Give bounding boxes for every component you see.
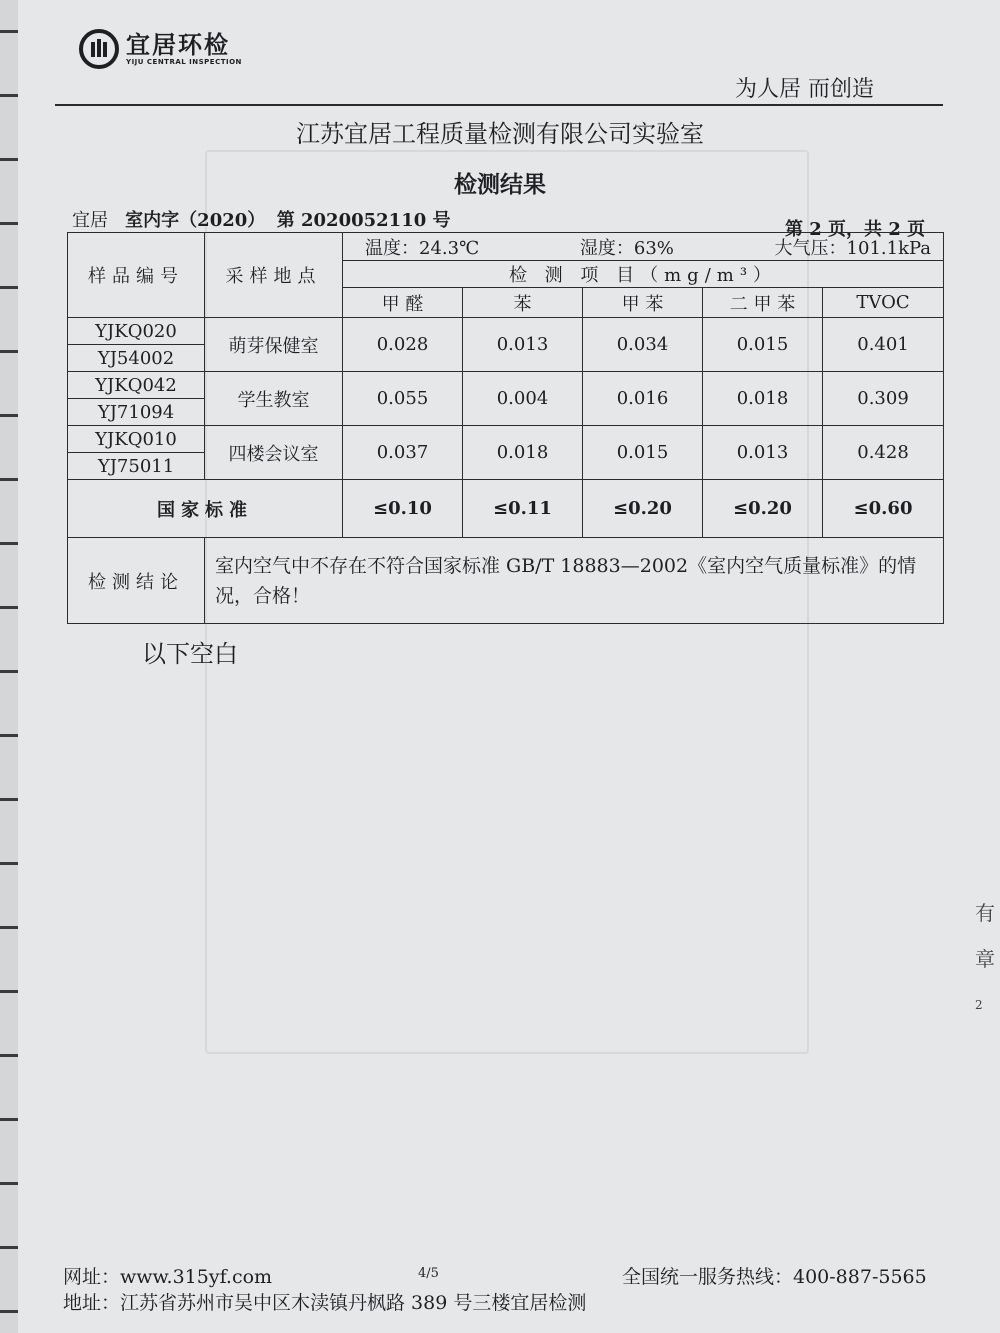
header-location: 采样地点 — [205, 233, 343, 318]
value-xylene: 0.013 — [703, 426, 823, 480]
sample-id: YJKQ020 — [68, 318, 205, 345]
value-tvoc: 0.309 — [823, 372, 944, 426]
item-benzene: 苯 — [463, 288, 583, 318]
results-table — [67, 232, 944, 624]
logo-english-name: YIJU CENTRAL INSPECTION — [126, 58, 242, 66]
footer-address: 地址：江苏省苏州市吴中区木渎镇丹枫路 389 号三楼宜居检测 — [63, 1292, 587, 1314]
value-toluene: 0.016 — [583, 372, 703, 426]
standard-row — [68, 480, 944, 538]
standard-xylene: ≤0.20 — [703, 480, 823, 538]
conclusion-text: 室内空气中不存在不符合国家标准 GB/T 18883—2002《室内空气质量标准》的情况，合格！ — [205, 538, 944, 624]
value-xylene: 0.015 — [703, 318, 823, 372]
value-benzene: 0.004 — [463, 372, 583, 426]
value-benzene: 0.018 — [463, 426, 583, 480]
table-row — [68, 426, 944, 453]
footer-page-number: 4/5 — [418, 1266, 439, 1281]
value-formaldehyde: 0.055 — [343, 372, 463, 426]
sample-id: YJKQ010 — [68, 426, 205, 453]
item-xylene: 二 甲 苯 — [703, 288, 823, 318]
document-title: 检测结果 — [454, 172, 546, 198]
seal-char: 有 — [975, 901, 995, 925]
sample-location: 学生教室 — [205, 372, 343, 426]
slogan: 为人居 而创造 — [735, 77, 874, 102]
pressure: 大气压：101.1kPa — [774, 237, 932, 259]
conclusion-label: 检测结论 — [68, 538, 205, 624]
sample-location: 萌芽保健室 — [205, 318, 343, 372]
value-tvoc: 0.401 — [823, 318, 944, 372]
footer-hotline: 全国统一服务热线：400-887-5565 — [622, 1266, 927, 1288]
value-toluene: 0.015 — [583, 426, 703, 480]
lab-name: 江苏宜居工程质量检测有限公司实验室 — [296, 120, 704, 148]
value-tvoc: 0.428 — [823, 426, 944, 480]
standard-label: 国家标准 — [68, 480, 343, 538]
item-formaldehyde: 甲 醛 — [343, 288, 463, 318]
ref-code: 室内字（2020） — [125, 210, 266, 231]
standard-formaldehyde: ≤0.10 — [343, 480, 463, 538]
reference-number — [72, 206, 451, 232]
logo-icon — [78, 28, 120, 70]
value-benzene: 0.013 — [463, 318, 583, 372]
temperature: 温度：24.3℃ — [365, 237, 480, 259]
sample-id: YJ75011 — [68, 453, 205, 480]
seal-char: 2 — [975, 998, 983, 1012]
margin-seal-fragment — [975, 890, 995, 1028]
value-toluene: 0.034 — [583, 318, 703, 372]
header-divider — [55, 104, 943, 106]
table-row — [68, 372, 944, 399]
item-toluene: 甲 苯 — [583, 288, 703, 318]
value-formaldehyde: 0.028 — [343, 318, 463, 372]
blank-below-note: 以下空白 — [142, 640, 238, 668]
sample-id: YJ54002 — [68, 345, 205, 372]
binding-holes — [0, 0, 18, 1333]
standard-benzene: ≤0.11 — [463, 480, 583, 538]
value-xylene: 0.018 — [703, 372, 823, 426]
table-row — [68, 318, 944, 345]
ref-number: 第 2020052110 号 — [276, 210, 451, 231]
humidity: 湿度：63% — [579, 237, 674, 259]
standard-tvoc: ≤0.60 — [823, 480, 944, 538]
header-test-items: 检 测 项 目（mg/m³） — [343, 261, 944, 288]
ref-prefix: 宜居 — [72, 210, 108, 231]
standard-toluene: ≤0.20 — [583, 480, 703, 538]
seal-char: 章 — [975, 947, 995, 971]
sample-id: YJ71094 — [68, 399, 205, 426]
page-info: 第 2 页，共 2 页 — [785, 219, 926, 240]
value-formaldehyde: 0.037 — [343, 426, 463, 480]
conclusion-row — [68, 538, 944, 624]
footer-website: 网址：www.315yf.com — [63, 1266, 273, 1288]
company-logo — [78, 28, 242, 70]
sample-id: YJKQ042 — [68, 372, 205, 399]
sample-location: 四楼会议室 — [205, 426, 343, 480]
test-conditions — [343, 233, 944, 261]
logo-chinese-name: 宜居环检 — [126, 31, 230, 59]
item-tvoc: TVOC — [823, 288, 944, 318]
header-sample-id: 样品编号 — [68, 233, 205, 318]
